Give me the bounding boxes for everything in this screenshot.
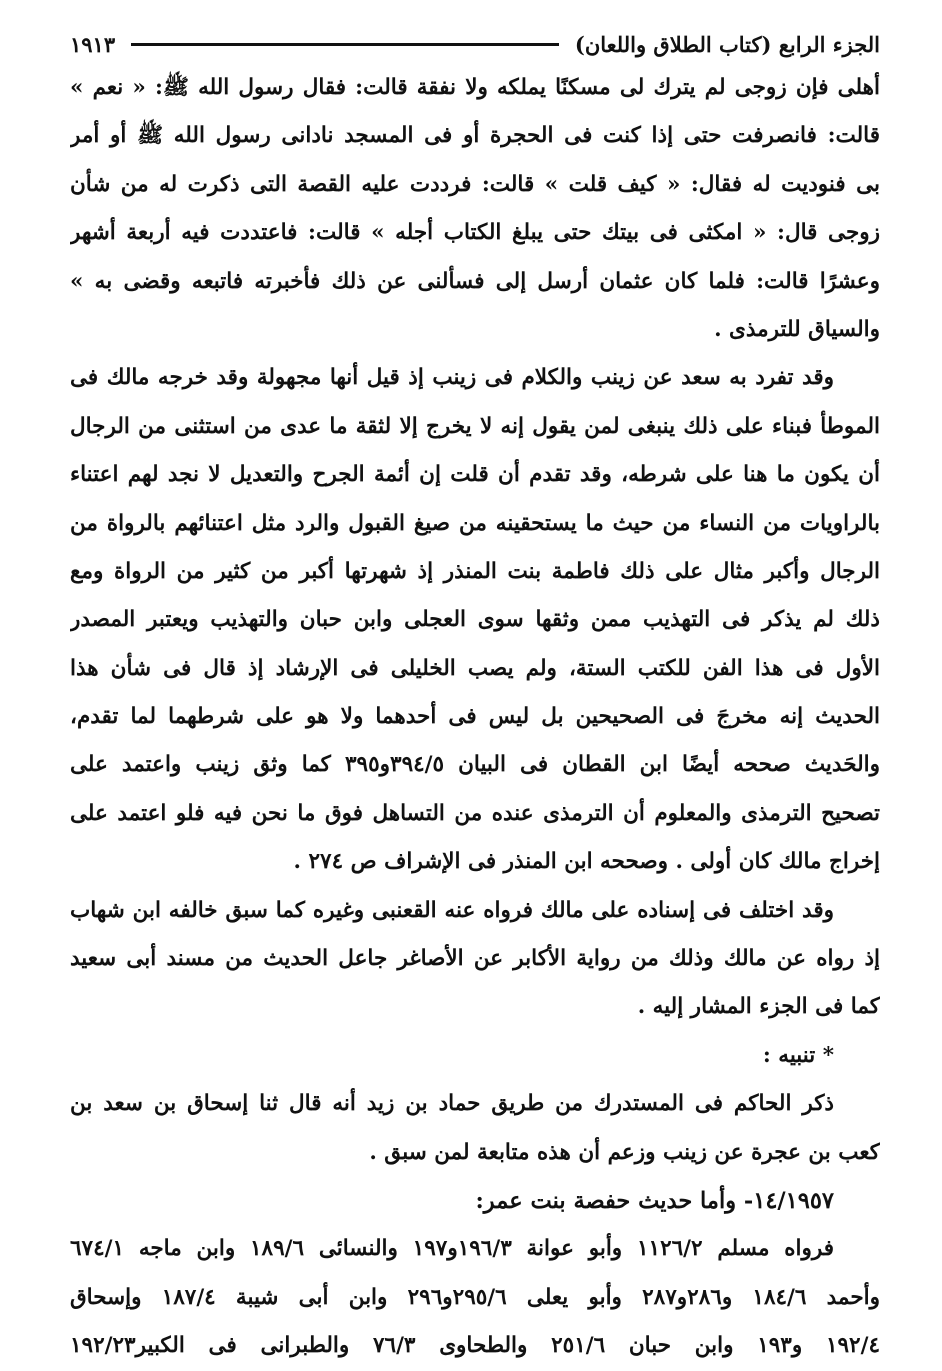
text-line: إخراج مالك كان أولى . وصححه ابن المنذر فى الإشراف ص ٢٧٤ . xyxy=(293,849,880,875)
text-line: ١٩٢/٤ و١٩٣ وابن حبان ٢٥١/٦ والطحاوى ٧٦/٣ والطبرانى فى الكبير١٩٢/٢٣ xyxy=(70,1333,880,1359)
text-line: الرجال وأكبر مثال على ذلك فاطمة بنت المنذر إذ شهرتها أكبر من كثير من الرواة ومع xyxy=(70,558,880,584)
text-line: الأول فى هذا الفن للكتب الستة، ولم يصب الخليلى فى الإرشاد إذ قال فى شأن هذا xyxy=(70,655,880,681)
text-line: الموطأ فبناء على ذلك ينبغى لمن يقول إنه لا يخرج إلا لثقة ما عدى من استثنى من الرجال xyxy=(70,413,880,439)
text-body xyxy=(70,64,880,1371)
text-line: زوجى قال: « امكثى فى بيتك حتى يبلغ الكتاب أجله » قالت: فاعتددت فيه أربعة أشهر xyxy=(70,220,880,246)
text-line: والحَديث صححه أيضًا ابن القطان فى البيان ٣٩٤/٥و٣٩٥ كما وثق زينب واعتمد على xyxy=(70,752,880,778)
paragraph-start-line: وقد اختلف فى إسناده على مالك فرواه عنه القعنبى وغيره كما سبق خالفه ابن شهاب xyxy=(70,897,834,923)
text-line: قالت: فانصرفت حتى إذا كنت فى الحجرة أو فى المسجد نادانى رسول الله ﷺ أو أمر xyxy=(70,123,880,149)
hadith-heading: ١٤/١٩٥٧- وأما حديث حفصة بنت عمر: xyxy=(475,1187,834,1214)
text-line: بالراويات من النساء من حيث ما يستحقينه من صيغ القبول والرد مثل اعتنائهم بالرواة من xyxy=(70,510,880,536)
paragraph-start-line: ذكر الحاكم فى المستدرك من طريق حماد بن زيد أنه قال ثنا إسحاق بن سعد بن xyxy=(70,1091,834,1117)
text-line: وأحمد ١٨٤/٦ و٢٨٦و٢٨٧ وأبو يعلى ٢٩٥/٦و٢٩٦ وابن أبى شيبة ١٨٧/٤ وإسحاق xyxy=(70,1284,880,1310)
paragraph-start-line: فرواه مسلم ١١٢٦/٢ وأبو عوانة ١٩٦/٣و١٩٧ والنسائى ١٨٩/٦ وابن ماجه ٦٧٤/١ xyxy=(70,1236,835,1262)
text-line: وعشرًا قالت: فلما كان عثمان أرسل إلى فسألنى عن ذلك فأخبرته فاتبعه وقضى به » xyxy=(70,268,880,294)
text-line: والسياق للترمذى . xyxy=(714,316,880,342)
document-page xyxy=(70,24,880,1359)
text-line: بى فنوديت له فقال: « كيف قلت » قالت: فرددت عليه القصة التى ذكرت له من شأن xyxy=(70,171,880,197)
text-line: أن يكون ما هنا على شرطه، وقد تقدم أن قلت إن أئمة الجرح والتعديل لا نجد لهم اعتناء xyxy=(70,462,880,488)
header-rule xyxy=(131,43,559,46)
page-number: ١٩١٣ xyxy=(70,31,116,57)
text-line: كما فى الجزء المشار إليه . xyxy=(637,994,880,1020)
note-heading: * تنبيه : xyxy=(762,1042,834,1068)
text-line: الحديث إنه مخرجَ فى الصحيحين بل ليس فى أحدهما ولا هو على شرطهما لما تقدم، xyxy=(70,704,880,730)
running-title: الجزء الرابع (كتاب الطلاق واللعان) xyxy=(574,31,880,57)
text-line: ذلك لم يذكر فى التهذيب ممن وثقها سوى العجلى وابن حبان والتهذيب ويعتبر المصدر xyxy=(70,607,880,633)
text-line: كعب بن عجرة عن زينب وزعم أن هذه متابعة لمن سبق . xyxy=(369,1139,880,1165)
paragraph-start-line: وقد تفرد به سعد عن زينب والكلام فى زينب إذ قيل أنها مجهولة وقد خرجه مالك فى xyxy=(70,365,834,391)
text-line: تصحيح الترمذى والمعلوم أن الترمذى عنده من التساهل فوق ما نحن فيه فلو اعتمد على xyxy=(70,800,880,826)
text-line: أهلى فإن زوجى لم يترك لى مسكنًا يملكه ولا نفقة قالت: فقال رسول الله ﷺ: « نعم » xyxy=(70,75,880,100)
text-line: إذ رواه عن مالك وذلك من رواية الأكابر عن الأصاغر جاعل الحديث من مسند أبى سعيد xyxy=(70,946,880,972)
page-header xyxy=(70,24,880,64)
